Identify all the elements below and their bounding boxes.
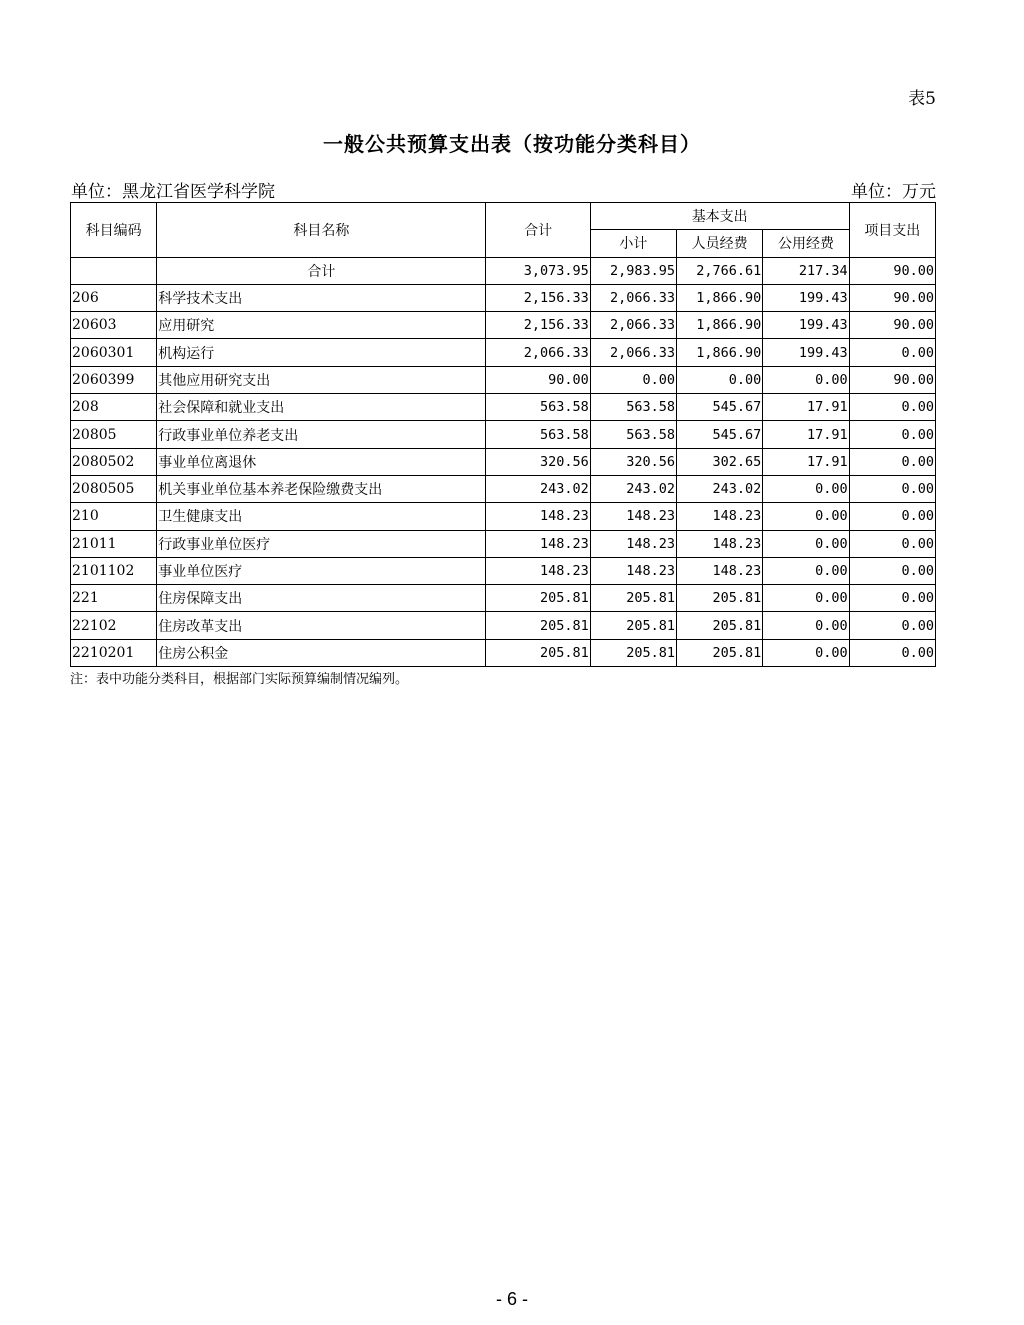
table-row xyxy=(71,503,936,530)
cell-name: 卫生健康支出 xyxy=(157,503,486,530)
table-number: 表5 xyxy=(908,89,936,109)
cell-public: 199.43 xyxy=(763,339,849,366)
table-row xyxy=(71,312,936,339)
header-subtotal: 小计 xyxy=(590,230,676,257)
page-title: 一般公共预算支出表（按功能分类科目） xyxy=(323,132,701,156)
cell-personnel: 2,766.61 xyxy=(677,257,763,284)
cell-code: 2060301 xyxy=(71,339,157,366)
cell-personnel: 205.81 xyxy=(677,639,763,666)
header-code: 科目编码 xyxy=(71,203,157,258)
cell-name: 行政事业单位医疗 xyxy=(157,530,486,557)
cell-name: 应用研究 xyxy=(157,312,486,339)
cell-public: 0.00 xyxy=(763,530,849,557)
cell-code xyxy=(71,257,157,284)
cell-code: 2210201 xyxy=(71,639,157,666)
cell-project: 0.00 xyxy=(849,339,935,366)
budget-table xyxy=(70,202,936,667)
table-row xyxy=(71,366,936,393)
unit-currency: 单位：万元 xyxy=(851,182,936,202)
cell-project: 0.00 xyxy=(849,394,935,421)
cell-total: 3,073.95 xyxy=(486,257,590,284)
cell-personnel: 243.02 xyxy=(677,475,763,502)
cell-code: 2060399 xyxy=(71,366,157,393)
table-row xyxy=(71,530,936,557)
cell-code: 22102 xyxy=(71,612,157,639)
cell-personnel: 0.00 xyxy=(677,366,763,393)
header-total: 合计 xyxy=(486,203,590,258)
cell-personnel: 205.81 xyxy=(677,585,763,612)
cell-subtotal: 0.00 xyxy=(590,366,676,393)
table-row xyxy=(71,639,936,666)
cell-project: 0.00 xyxy=(849,612,935,639)
cell-subtotal: 148.23 xyxy=(590,503,676,530)
cell-project: 0.00 xyxy=(849,639,935,666)
cell-code: 210 xyxy=(71,503,157,530)
footnote: 注：表中功能分类科目，根据部门实际预算编制情况编列。 xyxy=(70,672,409,687)
cell-public: 17.91 xyxy=(763,448,849,475)
header-name: 科目名称 xyxy=(157,203,486,258)
cell-subtotal: 148.23 xyxy=(590,530,676,557)
header-public: 公用经费 xyxy=(763,230,849,257)
cell-total: 205.81 xyxy=(486,612,590,639)
cell-subtotal: 243.02 xyxy=(590,475,676,502)
cell-code: 2080502 xyxy=(71,448,157,475)
cell-code: 21011 xyxy=(71,530,157,557)
cell-project: 0.00 xyxy=(849,448,935,475)
cell-personnel: 545.67 xyxy=(677,421,763,448)
header-personnel: 人员经费 xyxy=(677,230,763,257)
cell-subtotal: 2,066.33 xyxy=(590,312,676,339)
cell-public: 0.00 xyxy=(763,475,849,502)
table-row xyxy=(71,284,936,311)
cell-code: 2101102 xyxy=(71,557,157,584)
cell-total: 2,066.33 xyxy=(486,339,590,366)
cell-subtotal: 2,066.33 xyxy=(590,339,676,366)
cell-subtotal: 563.58 xyxy=(590,421,676,448)
cell-public: 217.34 xyxy=(763,257,849,284)
cell-subtotal: 2,066.33 xyxy=(590,284,676,311)
cell-public: 0.00 xyxy=(763,503,849,530)
cell-name: 住房改革支出 xyxy=(157,612,486,639)
cell-project: 0.00 xyxy=(849,530,935,557)
cell-project: 0.00 xyxy=(849,585,935,612)
cell-code: 208 xyxy=(71,394,157,421)
cell-total: 148.23 xyxy=(486,503,590,530)
cell-personnel: 302.65 xyxy=(677,448,763,475)
cell-name: 其他应用研究支出 xyxy=(157,366,486,393)
cell-public: 0.00 xyxy=(763,639,849,666)
cell-subtotal: 205.81 xyxy=(590,612,676,639)
table-row xyxy=(71,257,936,284)
cell-public: 199.43 xyxy=(763,284,849,311)
table-row xyxy=(71,339,936,366)
cell-public: 17.91 xyxy=(763,394,849,421)
table-row xyxy=(71,394,936,421)
cell-code: 206 xyxy=(71,284,157,311)
table-row xyxy=(71,448,936,475)
cell-total: 148.23 xyxy=(486,530,590,557)
cell-total: 320.56 xyxy=(486,448,590,475)
table-row xyxy=(71,585,936,612)
cell-code: 20603 xyxy=(71,312,157,339)
cell-personnel: 148.23 xyxy=(677,557,763,584)
cell-project: 90.00 xyxy=(849,257,935,284)
page-number: - 6 - xyxy=(495,1289,528,1309)
cell-total: 2,156.33 xyxy=(486,284,590,311)
header-project: 项目支出 xyxy=(849,203,935,258)
cell-name: 机关事业单位基本养老保险缴费支出 xyxy=(157,475,486,502)
cell-project: 0.00 xyxy=(849,503,935,530)
cell-total: 2,156.33 xyxy=(486,312,590,339)
cell-total: 148.23 xyxy=(486,557,590,584)
cell-project: 90.00 xyxy=(849,312,935,339)
unit-organization: 单位：黑龙江省医学科学院 xyxy=(71,182,275,202)
cell-personnel: 1,866.90 xyxy=(677,339,763,366)
cell-total: 205.81 xyxy=(486,585,590,612)
cell-name: 事业单位医疗 xyxy=(157,557,486,584)
cell-total: 205.81 xyxy=(486,639,590,666)
cell-subtotal: 563.58 xyxy=(590,394,676,421)
cell-name: 合计 xyxy=(157,257,486,284)
cell-personnel: 1,866.90 xyxy=(677,312,763,339)
table-body xyxy=(71,257,936,666)
cell-public: 0.00 xyxy=(763,366,849,393)
cell-public: 0.00 xyxy=(763,585,849,612)
cell-total: 563.58 xyxy=(486,421,590,448)
cell-project: 90.00 xyxy=(849,366,935,393)
cell-personnel: 148.23 xyxy=(677,503,763,530)
cell-project: 0.00 xyxy=(849,421,935,448)
cell-subtotal: 205.81 xyxy=(590,585,676,612)
cell-code: 2080505 xyxy=(71,475,157,502)
cell-code: 221 xyxy=(71,585,157,612)
cell-total: 243.02 xyxy=(486,475,590,502)
cell-subtotal: 320.56 xyxy=(590,448,676,475)
cell-total: 90.00 xyxy=(486,366,590,393)
cell-project: 0.00 xyxy=(849,557,935,584)
cell-subtotal: 205.81 xyxy=(590,639,676,666)
table-row xyxy=(71,557,936,584)
table-row xyxy=(71,421,936,448)
cell-total: 563.58 xyxy=(486,394,590,421)
cell-public: 199.43 xyxy=(763,312,849,339)
cell-subtotal: 2,983.95 xyxy=(590,257,676,284)
cell-public: 17.91 xyxy=(763,421,849,448)
cell-personnel: 205.81 xyxy=(677,612,763,639)
cell-personnel: 545.67 xyxy=(677,394,763,421)
cell-name: 住房公积金 xyxy=(157,639,486,666)
table-row xyxy=(71,475,936,502)
cell-name: 住房保障支出 xyxy=(157,585,486,612)
cell-name: 机构运行 xyxy=(157,339,486,366)
header-basic: 基本支出 xyxy=(590,203,849,230)
cell-name: 行政事业单位养老支出 xyxy=(157,421,486,448)
table-row xyxy=(71,612,936,639)
cell-public: 0.00 xyxy=(763,612,849,639)
cell-project: 90.00 xyxy=(849,284,935,311)
cell-name: 事业单位离退休 xyxy=(157,448,486,475)
cell-subtotal: 148.23 xyxy=(590,557,676,584)
cell-public: 0.00 xyxy=(763,557,849,584)
cell-personnel: 148.23 xyxy=(677,530,763,557)
cell-name: 科学技术支出 xyxy=(157,284,486,311)
cell-project: 0.00 xyxy=(849,475,935,502)
cell-code: 20805 xyxy=(71,421,157,448)
cell-personnel: 1,866.90 xyxy=(677,284,763,311)
cell-name: 社会保障和就业支出 xyxy=(157,394,486,421)
